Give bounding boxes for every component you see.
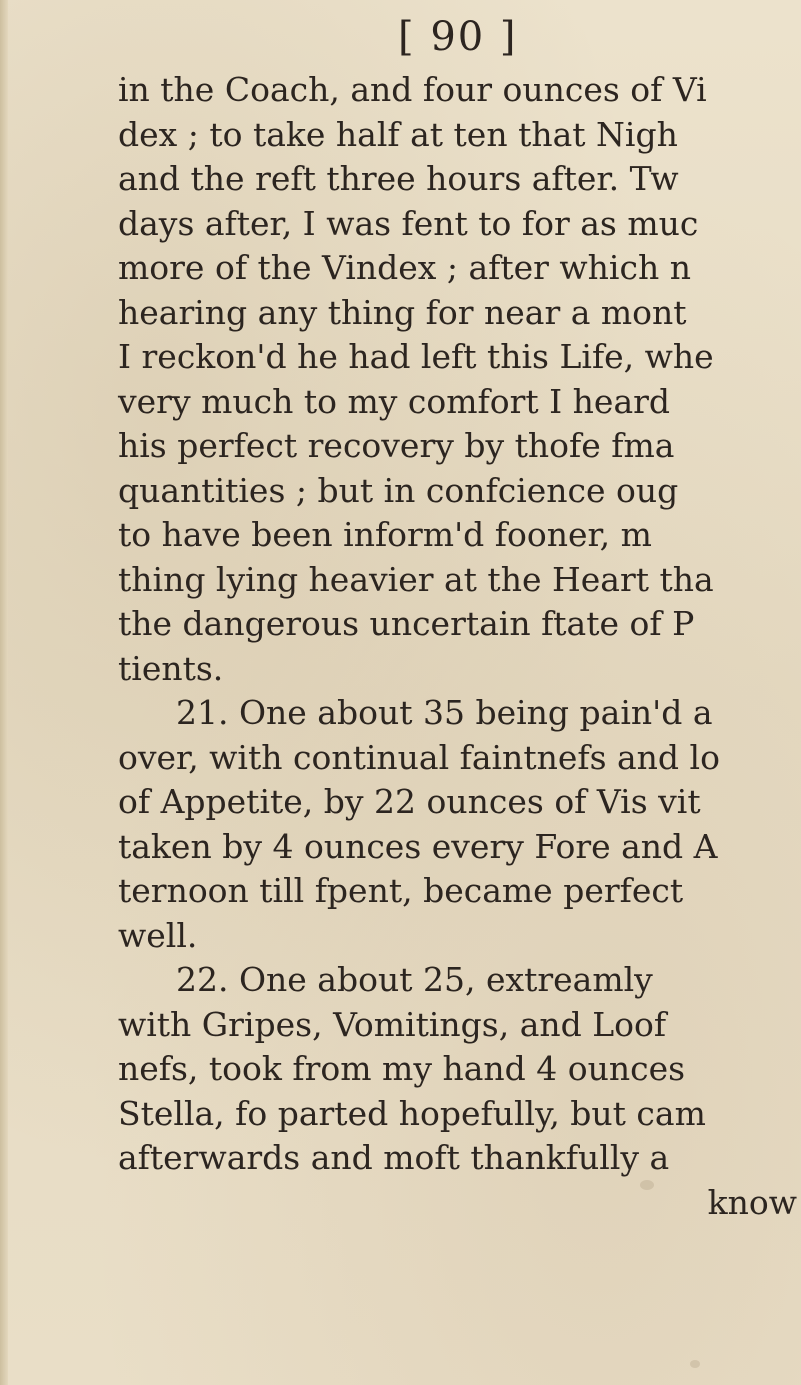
paper-stain bbox=[690, 1360, 700, 1368]
text-line: to have been inform'd fooner, m bbox=[118, 515, 652, 554]
text-line: ternoon till fpent, became perfect bbox=[118, 871, 684, 910]
text-line: nefs, took from my hand 4 ounces bbox=[118, 1049, 686, 1088]
text-line: hearing any thing for near a mont bbox=[118, 292, 687, 332]
text-line: his perfect recovery by thofe fma bbox=[118, 426, 675, 465]
page-number-header: [ 90 ] bbox=[398, 14, 518, 60]
text-line: Stella, fo parted hopefully, but cam bbox=[118, 1093, 706, 1133]
text-line: quantities ; but in confcience oug bbox=[118, 470, 679, 510]
text-line: days after, I was fent to for as muc bbox=[118, 203, 699, 243]
text-line: tients. bbox=[118, 648, 224, 688]
text-line: I reckon'd he had left this Life, whe bbox=[118, 337, 714, 376]
text-line: thing lying heavier at the Heart tha bbox=[118, 559, 714, 599]
page-gutter bbox=[0, 0, 8, 1385]
text-line: more of the Vindex ; after which n bbox=[118, 248, 691, 287]
text-line: of Appetite, by 22 ounces of Vis vit bbox=[118, 782, 701, 821]
text-line: dex ; to take half at ten that Nigh bbox=[118, 114, 678, 154]
paragraph-start-line: 21. One about 35 being pain'd a bbox=[176, 693, 713, 732]
text-line: taken by 4 ounces every Fore and A bbox=[118, 826, 718, 866]
catchword: know bbox=[707, 1182, 797, 1222]
text-line: very much to my comfort I heard bbox=[118, 381, 671, 421]
text-line: afterwards and moft thankfully a bbox=[118, 1138, 670, 1177]
text-line: in the Coach, and four ounces of Vi bbox=[118, 70, 707, 109]
paragraph-start-line: 22. One about 25, extreamly bbox=[176, 960, 653, 999]
text-line: the dangerous uncertain ftate of P bbox=[118, 604, 695, 643]
page-body-text bbox=[118, 68, 801, 1225]
text-line: with Gripes, Vomitings, and Loof bbox=[118, 1004, 667, 1044]
text-line: and the reft three hours after. Tw bbox=[118, 159, 679, 198]
text-line: well. bbox=[118, 915, 198, 955]
text-line: over, with continual faintnefs and lo bbox=[118, 737, 720, 777]
